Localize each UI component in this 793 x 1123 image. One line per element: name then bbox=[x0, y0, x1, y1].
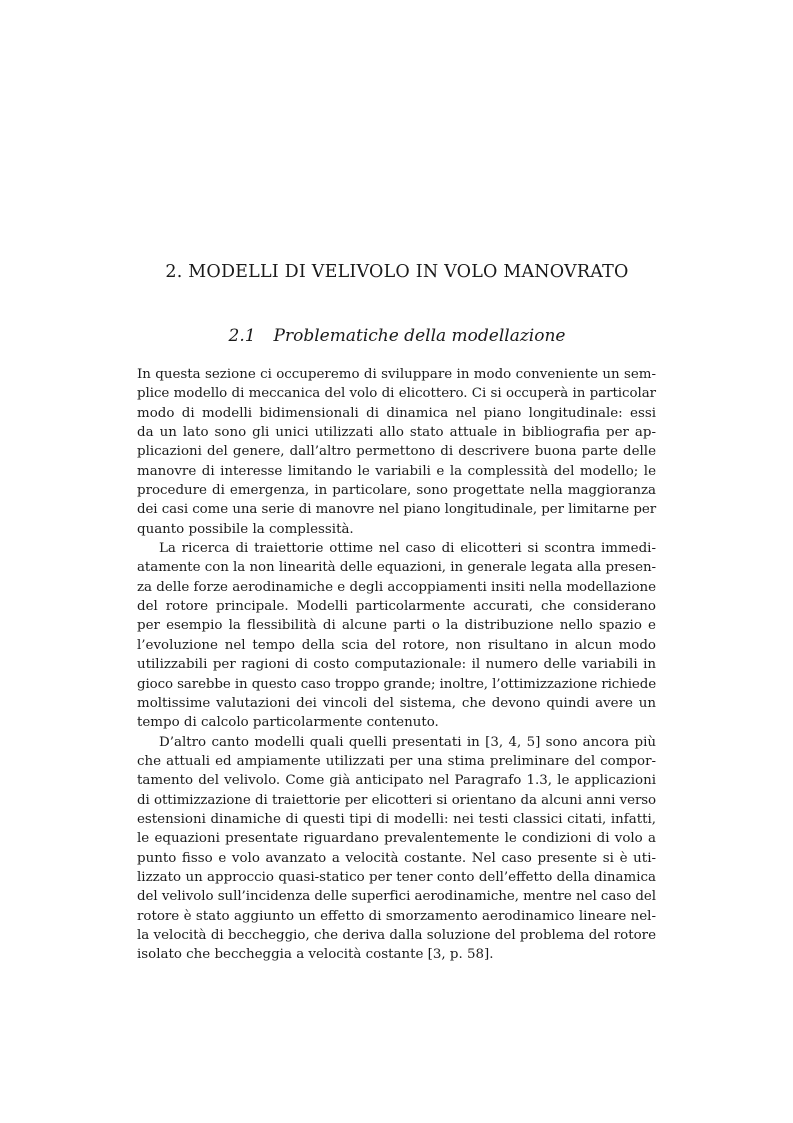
text-line: gioco sarebbe in questo caso troppo grande; inoltre, l’ottimizzazione richiede bbox=[137, 676, 657, 692]
text-line: atamente con la non linearità delle equazioni, in generale legata alla presen- bbox=[137, 560, 656, 576]
section-heading bbox=[137, 326, 657, 346]
body-text bbox=[137, 365, 656, 965]
text-line: le equazioni presentate riguardano prevalentemente le condizioni di volo a bbox=[137, 831, 656, 847]
text-line: isolato che beccheggia a velocità costante [3, p. 58]. bbox=[137, 947, 494, 963]
text-line: tamento del velivolo. Come già anticipato nel Paragrafo 1.3, le applicazioni bbox=[137, 773, 656, 789]
text-line: del rotore principale. Modelli particolarmente accurati, che considerano bbox=[137, 599, 656, 615]
text-line: l’evoluzione nel tempo della scia del rotore, non risultano in alcun modo bbox=[137, 637, 656, 653]
text-line: manovre di interesse limitando le variabili e la complessità del modello; le bbox=[137, 463, 656, 479]
text-line: lizzato un approccio quasi-statico per tener conto dell’effetto della dinamica bbox=[137, 869, 656, 885]
text-line: moltissime valutazioni dei vincoli del sistema, che devono quindi avere un bbox=[137, 695, 656, 711]
text-line: quanto possibile la complessità. bbox=[137, 521, 354, 537]
text-line: za delle forze aerodinamiche e degli accoppiamenti insiti nella modellazione bbox=[137, 579, 657, 595]
text-line: di ottimizzazione di traiettorie per elicotteri si orientano da alcuni anni verso bbox=[137, 792, 656, 808]
text-line: tempo di calcolo particolarmente contenuto. bbox=[137, 715, 439, 731]
text-line: da un lato sono gli unici utilizzati allo stato attuale in bibliografia per ap- bbox=[137, 425, 656, 441]
text-line: procedure di emergenza, in particolare, sono progettate nella maggioranza bbox=[137, 483, 656, 499]
text-line: la velocità di beccheggio, che deriva dalla soluzione del problema del rotore bbox=[137, 927, 656, 943]
chapter-title: 2. MODELLI DI VELIVOLO IN VOLO MANOVRATO bbox=[165, 262, 629, 282]
text-line: D’altro canto modelli quali quelli presentati in [3, 4, 5] sono ancora più bbox=[159, 734, 656, 750]
section-title: Problematiche della modellazione bbox=[273, 326, 566, 346]
paragraph-1 bbox=[137, 365, 656, 539]
text-line: In questa sezione ci occuperemo di sviluppare in modo conveniente un sem- bbox=[137, 367, 656, 382]
text-line: per esempio la flessibilità di alcune parti o la distribuzione nello spazio e bbox=[137, 618, 656, 634]
text-line: plice modello di meccanica del volo di elicottero. Ci si occuperà in particolar bbox=[137, 386, 656, 402]
text-line: che attuali ed ampiamente utilizzati per una stima preliminare del compor- bbox=[137, 753, 656, 769]
text-line: La ricerca di traiettorie ottime nel caso di elicotteri si scontra immedi- bbox=[159, 541, 656, 557]
paragraph-3 bbox=[137, 733, 656, 965]
text-line: plicazioni del genere, dall’altro permettono di descrivere buona parte delle bbox=[137, 444, 656, 460]
paragraph-2 bbox=[137, 539, 656, 732]
section-number: 2.1 bbox=[228, 326, 256, 346]
text-line: punto fisso e volo avanzato a velocità costante. Nel caso presente si è uti- bbox=[137, 850, 656, 866]
text-line: modo di modelli bidimensionali di dinamica nel piano longitudinale: essi bbox=[137, 405, 656, 421]
text-line: utilizzabili per ragioni di costo computazionale: il numero delle variabili in bbox=[137, 657, 656, 673]
text-line: del velivolo sull’incidenza delle superfici aerodinamiche, mentre nel caso del bbox=[137, 889, 656, 905]
text-line: dei casi come una serie di manovre nel piano longitudinale, per limitarne per bbox=[137, 502, 656, 518]
text-line: rotore è stato aggiunto un effetto di smorzamento aerodinamico lineare nel- bbox=[137, 908, 656, 924]
text-line: estensioni dinamiche di questi tipi di modelli: nei testi classici citati, infatti, bbox=[137, 811, 656, 827]
